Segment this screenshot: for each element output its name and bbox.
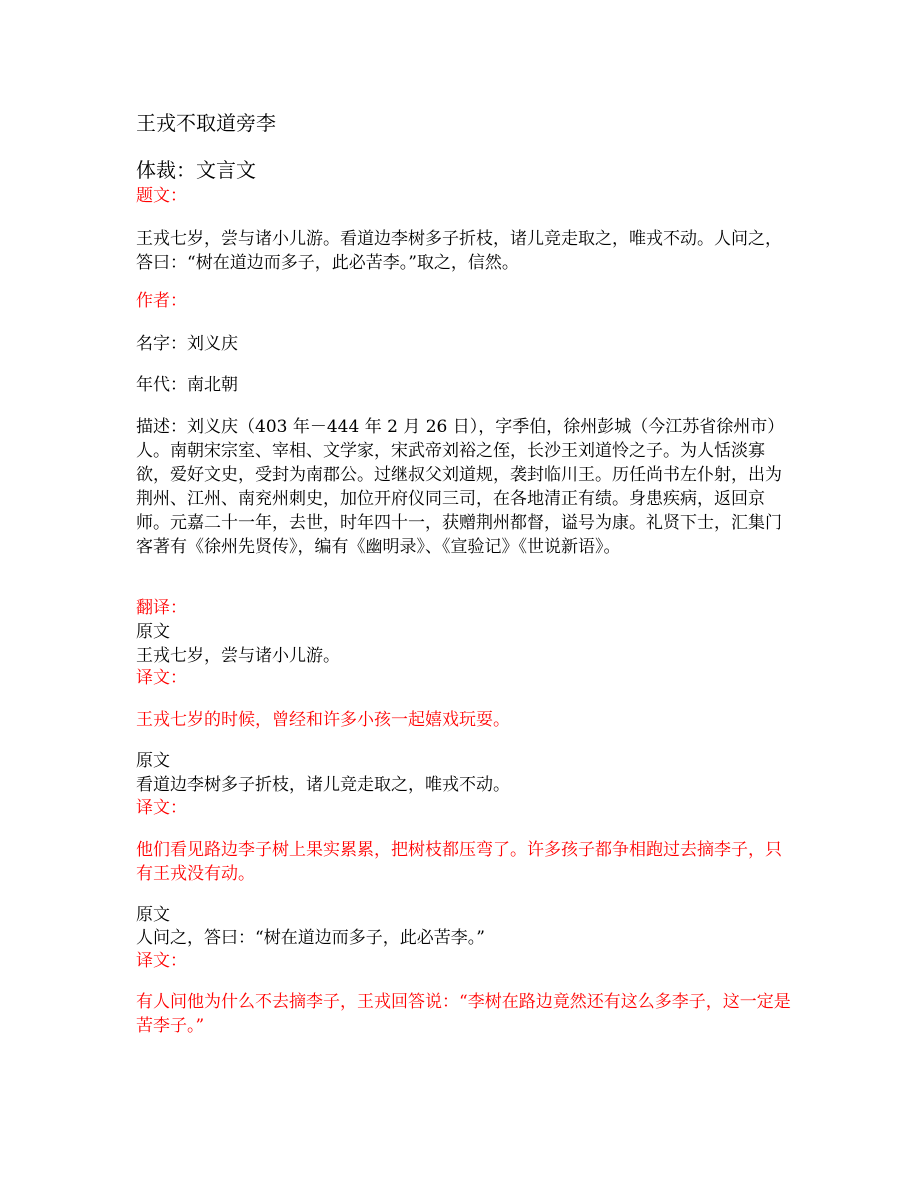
original-text: 王戎七岁，尝与诸小儿游。看道边李树多子折枝，诸儿竞走取之，唯戎不动。人问之，答曰：“树在道边而多子，此必苦李。”取之，信然。: [136, 229, 782, 273]
text-label: 题文：: [136, 186, 187, 206]
segment-translation-label: 译文：: [136, 668, 187, 688]
translation-label: 翻译：: [136, 598, 187, 618]
segment-translation-text: 有人问他为什么不去摘李子，王戎回答说：“李树在路边竟然还有这么多李子，这一定是苦李子。”: [136, 992, 791, 1036]
author-era: 年代：南北朝: [136, 375, 238, 395]
segment-original-text: 王戎七岁，尝与诸小儿游。: [136, 646, 340, 666]
author-description: 描述：刘义庆（403 年－444 年 2 月 26 日），字季伯，徐州彭城（今江苏省徐州市）人。南朝宋宗室、宰相、文学家，宋武帝刘裕之侄，长沙王刘道怜之子。为人恬淡寡欲，爱好文史，受封为南郡公。过继叔父刘道规，袭封临川王。历任尚书左仆射，出为荆州、江州、南兖州刺史，加位开府仪同三司，在各地清正有绩。身患疾病，返回京师。元嘉二十一年，去世，时年四十一，获赠荆州都督，谥号为康。礼贤下士，汇集门客著有《徐州先贤传》，编有《幽明录》、《宣验记》《世说新语》。: [136, 417, 785, 557]
segment-translation-label: 译文：: [136, 798, 187, 818]
segment-translation-text: 他们看见路边李子树上果实累累，把树枝都压弯了。许多孩子都争相跑过去摘李子，只有王戎没有动。: [136, 840, 782, 884]
segment-original-label: 原文: [136, 622, 170, 642]
segment-original-label: 原文: [136, 905, 170, 925]
genre-line: 体裁：文言文: [136, 158, 256, 182]
segment-original-label: 原文: [136, 751, 170, 771]
segment-original-text: 人问之，答曰：“树在道边而多子，此必苦李。”: [136, 928, 485, 948]
author-name: 名字：刘义庆: [136, 334, 238, 354]
segment-translation-text: 王戎七岁的时候，曾经和许多小孩一起嬉戏玩耍。: [136, 710, 510, 730]
document-title: 王戎不取道旁李: [136, 111, 276, 135]
segment-translation-label: 译文：: [136, 951, 187, 971]
author-label: 作者：: [136, 291, 187, 311]
segment-original-text: 看道边李树多子折枝，诸儿竞走取之，唯戎不动。: [136, 775, 510, 795]
